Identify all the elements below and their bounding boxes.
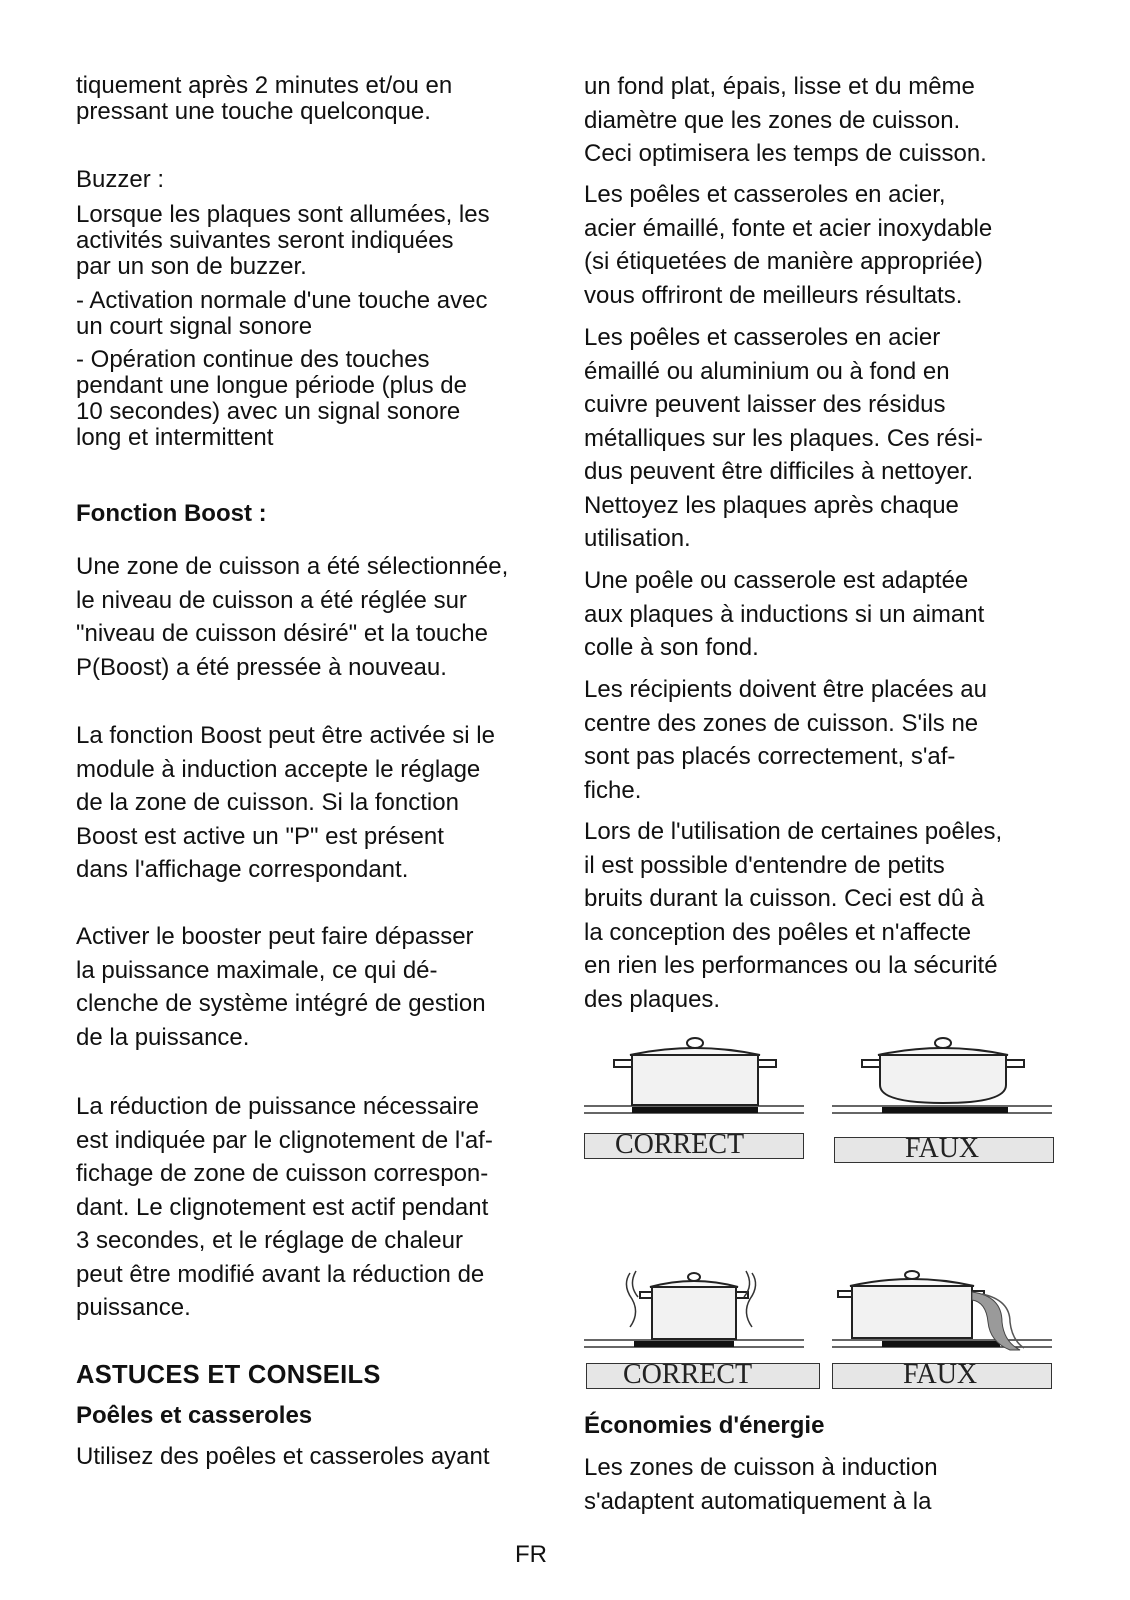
intro-paragraph: tiquement après 2 minutes et/ou en pressant une touche quelconque. xyxy=(76,72,453,125)
right-paragraph-4: Une poêle ou casserole est adaptée aux plaques à inductions si un aimant colle à son fond. xyxy=(584,567,985,661)
energy-heading: Économies d'énergie xyxy=(584,1412,825,1439)
label-correct-2-text: CORRECT xyxy=(623,1359,753,1390)
label-faux-2 xyxy=(832,1359,1052,1390)
label-correct-1 xyxy=(584,1129,804,1160)
buzzer-item-1: - Activation normale d'une touche avec un court signal sonore xyxy=(76,287,488,340)
pot-wrong-illustration-2 xyxy=(832,1262,1054,1352)
label-correct-2 xyxy=(586,1359,820,1390)
buzzer-title: Buzzer : xyxy=(76,166,165,193)
label-correct-1-text: CORRECT xyxy=(615,1129,745,1160)
energy-paragraph: Les zones de cuisson à induction s'adaptent automatiquement à la xyxy=(584,1454,938,1515)
boost-paragraph-4: La réduction de puissance nécessaire est indiquée par le clignotement de l'af- fichage de zone de cuisson correspon- dant. Le clignotement est actif pendant 3 secondes, et le réglage de chaleur peut être modifié avant la réduction de puissance. xyxy=(76,1093,493,1321)
tips-heading: ASTUCES ET CONSEILS xyxy=(76,1361,381,1389)
boost-heading: Fonction Boost : xyxy=(76,500,267,527)
right-paragraph-5: Les récipients doivent être placées au centre des zones de cuisson. S'ils ne sont pas placés correctement, s'af- fiche. xyxy=(584,676,987,804)
right-paragraph-2: Les poêles et casseroles en acier, acier émaillé, fonte et acier inoxydable (si étiquetées de manière appropriée) vous offriront de meilleurs résultats. xyxy=(584,181,993,309)
boost-paragraph-2: La fonction Boost peut être activée si le module à induction accepte le réglage de la zone de cuisson. Si la fonction Boost est active un "P" est présent dans l'affichage correspondant. xyxy=(76,722,495,883)
boost-paragraph-1: Une zone de cuisson a été sélectionnée, le niveau de cuisson a été réglée sur "niveau de cuisson désiré" et la touche P(Boost) a été pressée à nouveau. xyxy=(76,553,509,681)
label-faux-2-text: FAUX xyxy=(903,1359,978,1390)
page-footer-language: FR xyxy=(515,1541,547,1568)
label-faux-1-text: FAUX xyxy=(905,1133,980,1164)
pot-correct-illustration-1 xyxy=(584,1035,806,1115)
pans-heading: Poêles et casseroles xyxy=(76,1402,313,1429)
pans-paragraph: Utilisez des poêles et casseroles ayant xyxy=(76,1443,490,1470)
buzzer-paragraph: Lorsque les plaques sont allumées, les activités suivantes seront indiquées par un son de buzzer. xyxy=(76,201,490,280)
pot-correct-illustration-2 xyxy=(584,1265,806,1349)
right-paragraph-6: Lors de l'utilisation de certaines poêles, il est possible d'entendre de petits bruits durant la cuisson. Ceci est dû à la conception des poêles et n'affecte en rien les performances ou la sécurité des plaques. xyxy=(584,818,1003,1013)
right-paragraph-1: un fond plat, épais, lisse et du même diamètre que les zones de cuisson. Ceci optimisera les temps de cuisson. xyxy=(584,73,987,167)
right-paragraph-3: Les poêles et casseroles en acier émaillé ou aluminium ou à fond en cuivre peuvent laisser des résidus métalliques sur les plaques. Ces rési- dus peuvent être difficiles à nettoyer. Nettoyez les plaques après chaque utilisation. xyxy=(584,324,983,552)
label-faux-1 xyxy=(834,1133,1054,1164)
pot-wrong-illustration-1 xyxy=(832,1035,1054,1115)
buzzer-item-2: - Opération continue des touches pendant une longue période (plus de 10 secondes) avec un signal sonore long et intermittent xyxy=(76,346,467,451)
boost-paragraph-3: Activer le booster peut faire dépasser la puissance maximale, ce qui dé- clenche de système intégré de gestion de la puissance. xyxy=(76,923,486,1051)
